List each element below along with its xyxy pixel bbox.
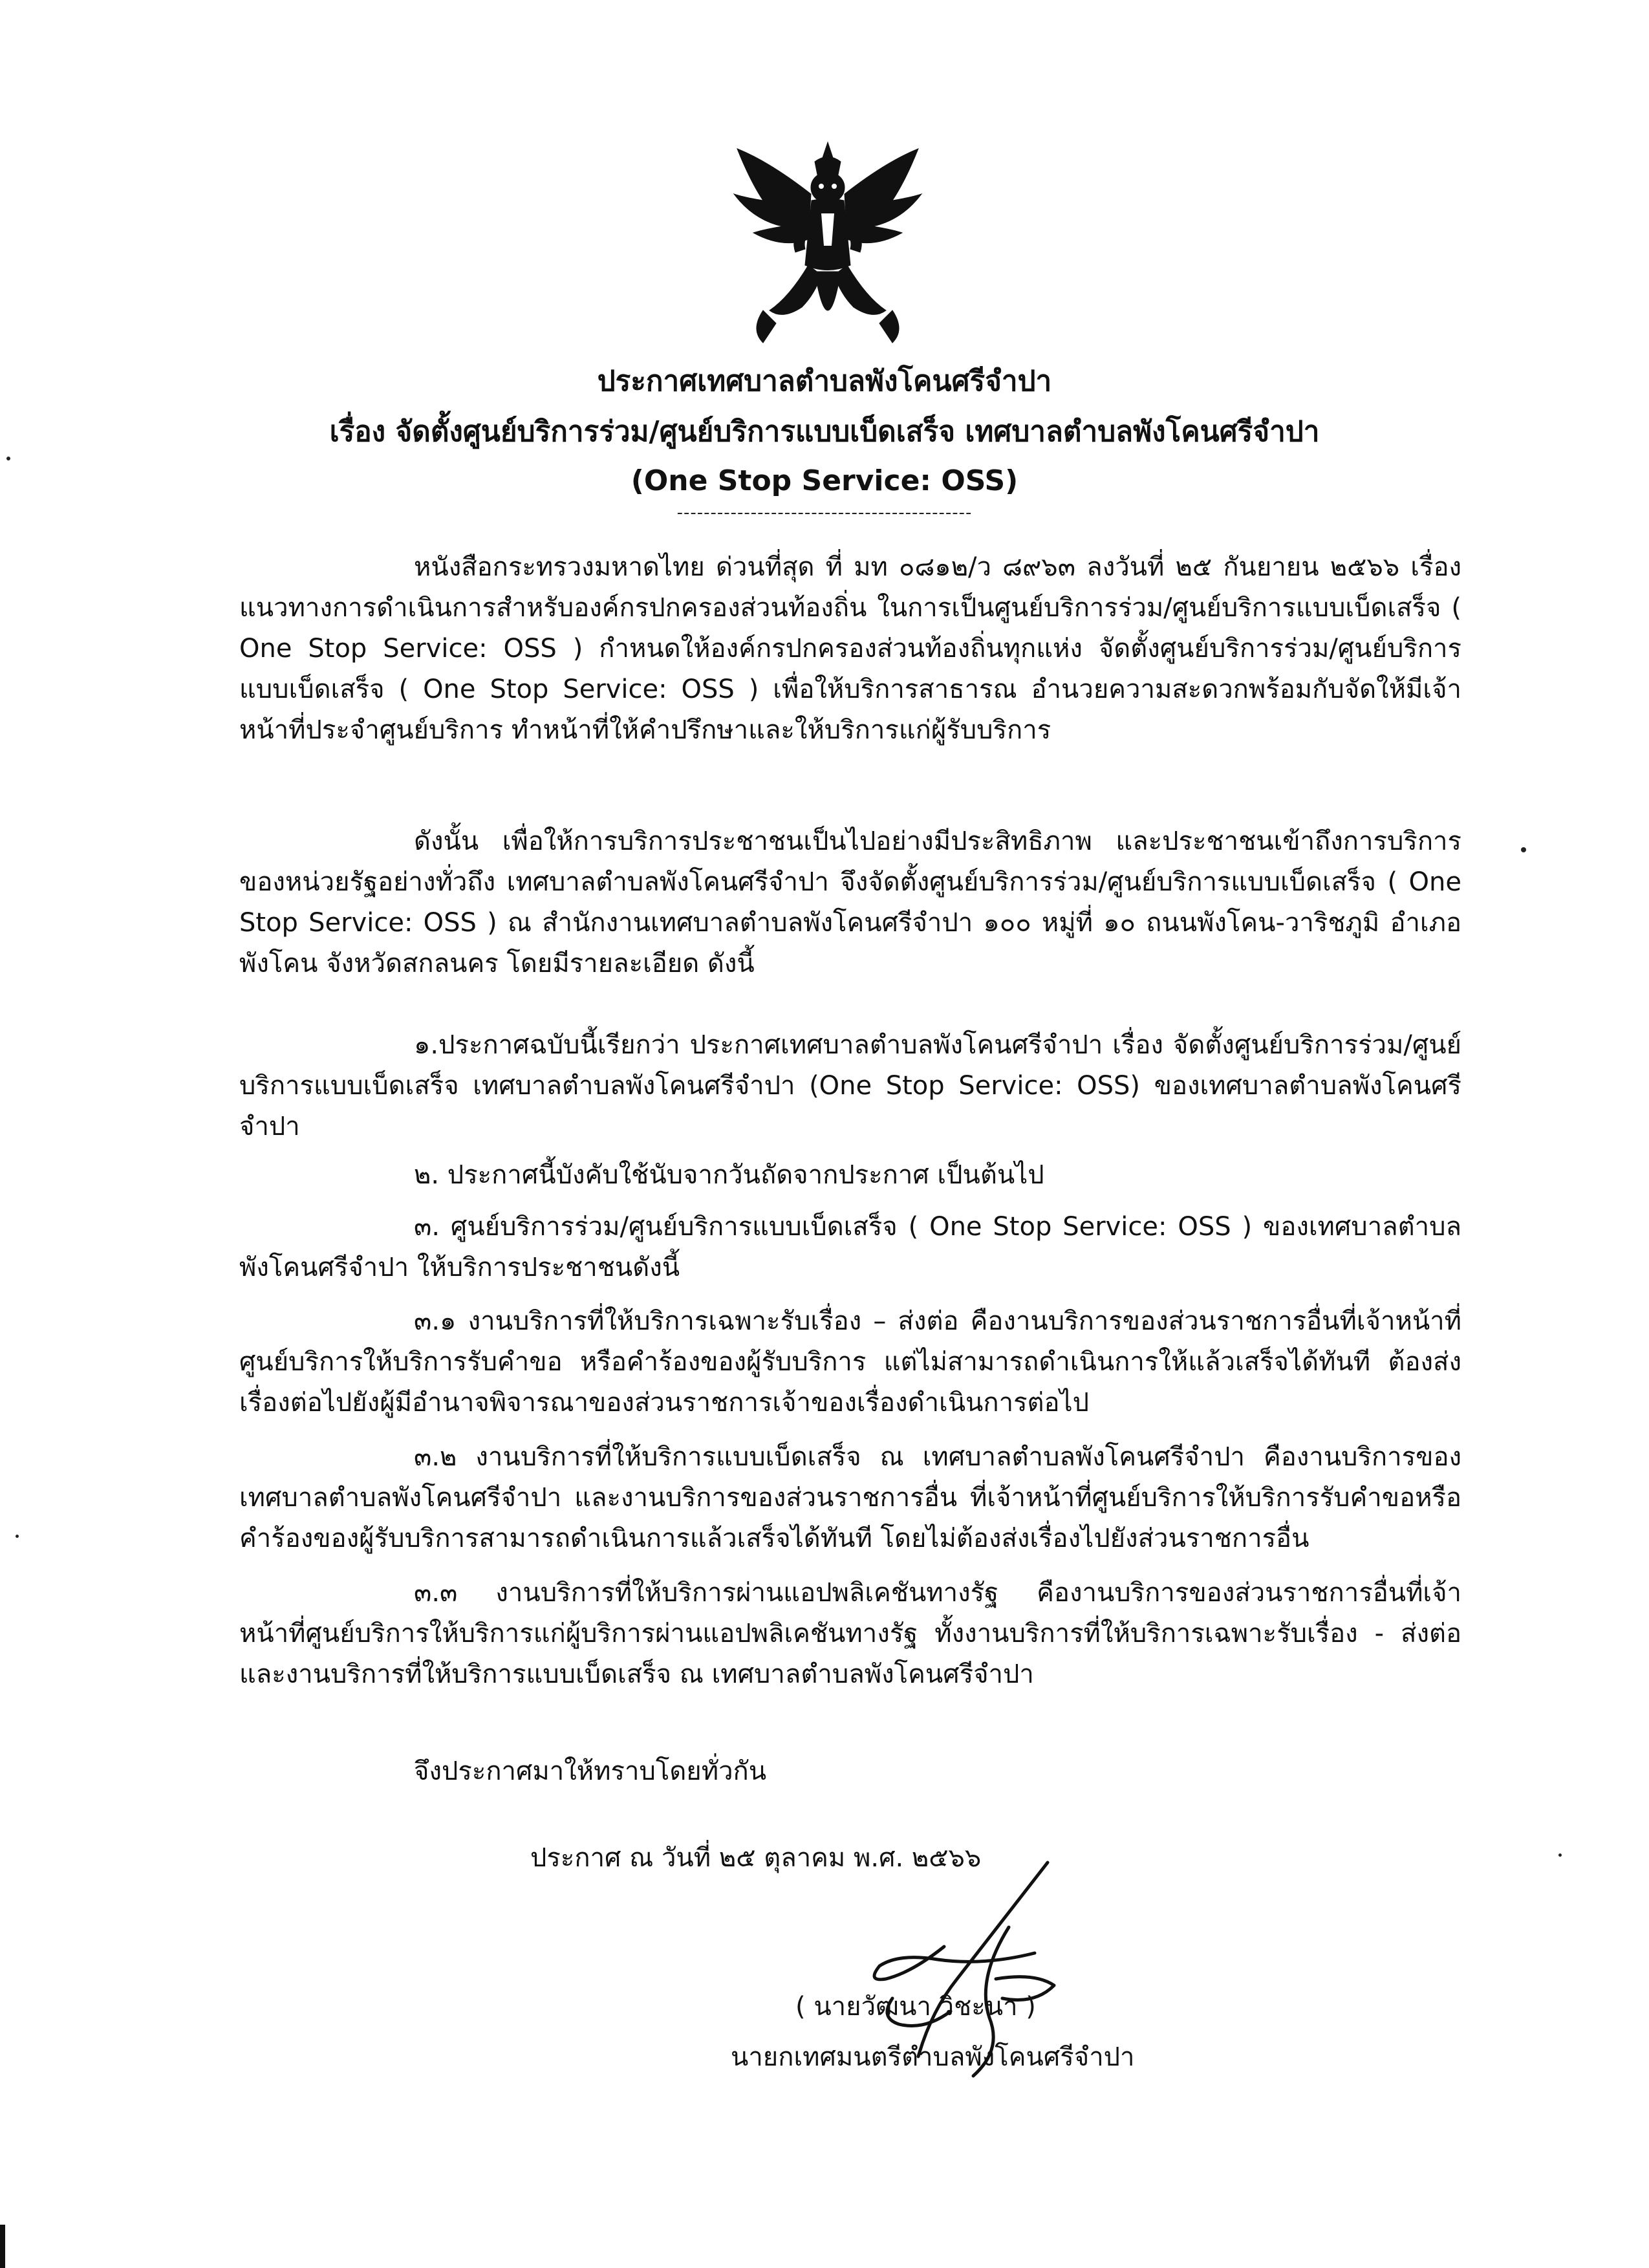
signer-name: ( นายวัฒนา วิชะนา ) <box>795 1992 1036 2022</box>
garuda-emblem-icon <box>724 136 931 356</box>
scan-speck <box>6 457 10 460</box>
announcement-title: ประกาศเทศบาลตำบลพังโคนศรีจำปา <box>597 365 1052 398</box>
clause-1: ๑.ประกาศฉบับนี้เรียกว่า ประกาศเทศบาลตำบลพังโคนศรีจำปา เรื่อง จัดตั้งศูนย์บริการร่วม/ศูนย์บริการแบบเบ็ดเสร็จ เทศบาลตำบลพังโคนศรีจำปา (One Stop Service: OSS) ของเทศบาลตำบลพังโคนศรีจำปา <box>239 1030 1461 1141</box>
announcement-subtitle: (One Stop Service: OSS) <box>630 464 1018 497</box>
scan-speck <box>1558 1853 1562 1857</box>
closing-statement: จึงประกาศมาให้ทราบโดยทั่วกัน <box>414 1756 767 1786</box>
scan-speck <box>1521 847 1526 852</box>
reference-paragraph: หนังสือกระทรวงมหาดไทย ด่วนที่สุด ที่ มท ๐๘๑๒/ว ๘๙๖๓ ลงวันที่ ๒๕ กันยายน ๒๕๖๖ เรื่อง แนวทางการดำเนินการสำหรับองค์กรปกครองส่วนท้องถิ่น ในการเป็นศูนย์บริการร่วม/ศูนย์บริการแบบเบ็ดเสร็จ ( One Stop Service: OSS ) กำหนดให้องค์กรปกครองส่วนท้องถิ่นทุกแห่ง จัดตั้งศูนย์บริการร่วม/ศูนย์บริการแบบเบ็ดเสร็จ ( One Stop Service: OSS ) เพื่อให้บริการสาธารณ อำนวยความสะดวกพร้อมกับจัดให้มีเจ้าหน้าที่ประจำศูนย์บริการ ทำหน้าที่ให้คำปรึกษาและให้บริการแก่ผู้รับบริการ <box>239 552 1461 745</box>
announcement-subject: เรื่อง จัดตั้งศูนย์บริการร่วม/ศูนย์บริการแบบเบ็ดเสร็จ เทศบาลตำบลพังโคนศรีจำปา <box>329 415 1320 448</box>
clause-3-2: ๓.๒ งานบริการที่ให้บริการแบบเบ็ดเสร็จ ณ เทศบาลตำบลพังโคนศรีจำปา คืองานบริการของเทศบาลตำบลพังโคนศรีจำปา และงานบริการของส่วนราชการอื่น ที่เจ้าหน้าที่ศูนย์บริการให้บริการรับคำขอหรือคำร้องของผู้รับบริการสามารถดำเนินการแล้วเสร็จได้ทันที โดยไม่ต้องส่งเรื่องไปยังส่วนราชการอื่น <box>239 1442 1461 1553</box>
title-divider: -------------------------------------------- <box>676 503 973 523</box>
scan-edge-mark <box>0 2225 5 2268</box>
clause-3-1: ๓.๑ งานบริการที่ให้บริการเฉพาะรับเรื่อง – ส่งต่อ คืองานบริการของส่วนราชการอื่นที่เจ้าหน้าที่ศูนย์บริการให้บริการรับคำขอ หรือคำร้องของผู้รับบริการ แต่ไม่สามารถดำเนินการให้แล้วเสร็จได้ทันที ต้องส่งเรื่องต่อไปยังผู้มีอำนาจพิจารณาของส่วนราชการเจ้าของเรื่องดำเนินการต่อไป <box>239 1306 1461 1418</box>
clause-3-3: ๓.๓ งานบริการที่ให้บริการผ่านแอปพลิเคชันทางรัฐ คืองานบริการของส่วนราชการอื่นที่เจ้าหน้าที่ศูนย์บริการให้บริการแก่ผู้บริการผ่านแอปพลิเคชันทางรัฐ ทั้งงานบริการที่ให้บริการเฉพาะรับเรื่อง - ส่งต่อ และงานบริการที่ให้บริการแบบเบ็ดเสร็จ ณ เทศบาลตำบลพังโคนศรีจำปา <box>239 1578 1461 1689</box>
announcement-date: ประกาศ ณ วันที่ ๒๕ ตุลาคม พ.ศ. ๒๕๖๖ <box>530 1843 982 1873</box>
clause-2: ๒. ประกาศนี้บังคับใช้นับจากวันถัดจากประกาศ เป็นต้นไป <box>414 1160 1044 1190</box>
signer-position: นายกเทศมนตรีตำบลพังโคนศรีจำปา <box>731 2042 1135 2072</box>
purpose-paragraph: ดังนั้น เพื่อให้การบริการประชาชนเป็นไปอย่างมีประสิทธิภาพ และประชาชนเข้าถึงการบริการของหน่วยรัฐอย่างทั่วถึง เทศบาลตำบลพังโคนศรีจำปา จึงจัดตั้งศูนย์บริการร่วม/ศูนย์บริการแบบเบ็ดเสร็จ ( One Stop Service: OSS ) ณ สำนักงานเทศบาลตำบลพังโคนศรีจำปา ๑๐๐ หมู่ที่ ๑๐ ถนนพังโคน-วาริชภูมิ อำเภอพังโคน จังหวัดสกลนคร โดยมีรายละเอียด ดังนี้ <box>239 826 1461 978</box>
scan-speck <box>16 1535 19 1538</box>
clause-3: ๓. ศูนย์บริการร่วม/ศูนย์บริการแบบเบ็ดเสร็จ ( One Stop Service: OSS ) ของเทศบาลตำบลพังโคนศรีจำปา ให้บริการประชาชนดังนี้ <box>239 1212 1461 1282</box>
